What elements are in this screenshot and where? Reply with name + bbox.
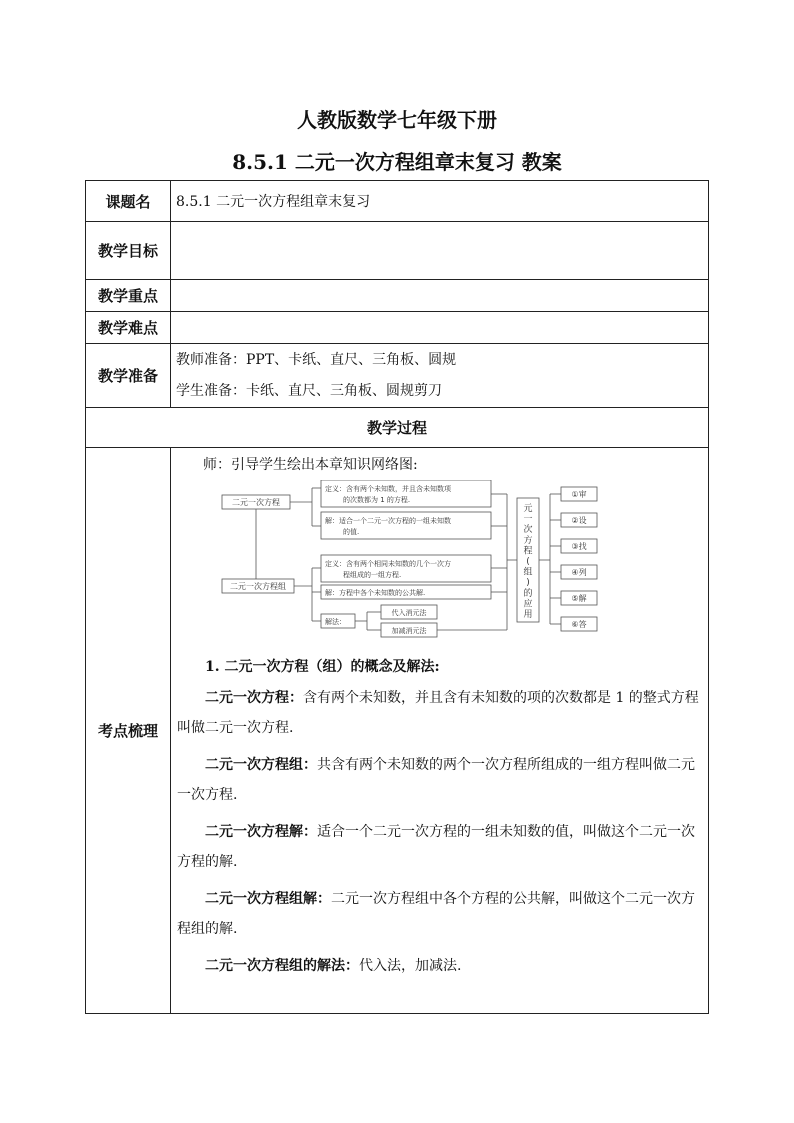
topic-label: 课题名 <box>86 181 171 222</box>
application-char: 方 <box>523 535 533 546</box>
difficulty-value <box>171 312 709 344</box>
row-topic <box>86 181 709 222</box>
definition-equation-line1: 定义：含有两个未知数，并且含未知数项 <box>325 485 451 493</box>
concept-paragraph <box>177 750 700 810</box>
step-label: ②设 <box>571 516 587 525</box>
step-label: ①审 <box>571 490 587 499</box>
row-goal <box>86 222 709 280</box>
node-equation-text: 二元一次方程 <box>232 498 280 507</box>
row-key-points <box>86 280 709 312</box>
concept-paragraph <box>177 951 700 981</box>
step-label: ③找 <box>571 542 587 551</box>
substitution-method-text: 代入消元法 <box>391 609 427 617</box>
goal-label: 教学目标 <box>86 222 171 280</box>
process-heading: 教学过程 <box>86 408 709 448</box>
knowledge-network-diagram <box>217 480 737 640</box>
student-preparation: 学生准备：卡纸、直尺、三角板、圆规剪刀 <box>176 382 442 399</box>
review-label: 考点梳理 <box>86 448 171 1014</box>
row-preparation <box>86 344 709 408</box>
document-subtitle: 8.5.1 二元一次方程组章末复习 教案 <box>232 150 562 174</box>
concept-definition: 共含有两个未知数的两个一次方程所组成的一组方程叫做二元一次方程. <box>177 757 695 803</box>
application-char: 组 <box>523 567 533 578</box>
row-difficulty <box>86 312 709 344</box>
definition-system-line1: 定义：含有两个相同未知数的几个一次方 <box>325 560 451 568</box>
concept-term: 二元一次方程组的解法： <box>205 958 359 974</box>
application-char: ) <box>526 578 530 589</box>
application-char: 次 <box>523 525 533 536</box>
application-char: ( <box>526 557 530 567</box>
application-char: 程 <box>523 546 533 557</box>
concept-definition: 适合一个二元一次方程的一组未知数的值，叫做这个二元一次方程的解. <box>177 824 695 870</box>
node-system-text: 二元一次方程组 <box>230 582 286 591</box>
key-points-label: 教学重点 <box>86 280 171 312</box>
application-char: 元 <box>523 504 533 514</box>
concept-definition: 代入法，加减法. <box>359 958 462 974</box>
concept-term: 二元一次方程解： <box>205 824 317 840</box>
concept-definition: 二元一次方程组中各个方程的公共解，叫做这个二元一次方程组的解. <box>177 891 695 937</box>
concept-definition: 含有两个未知数，并且含有未知数的项的次数都是 1 的整式方程叫做二元一次方程. <box>177 690 699 736</box>
review-content <box>171 448 709 1014</box>
teacher-preparation: 教师准备：PPT、卡纸、直尺、三角板、圆规 <box>176 351 457 368</box>
concept-paragraph <box>177 683 700 743</box>
definition-equation-line2: 的次数都为 1 的方程. <box>343 496 411 504</box>
row-review <box>86 448 709 1014</box>
step-labels <box>571 489 586 629</box>
row-process-header <box>86 408 709 448</box>
goal-value <box>171 222 709 280</box>
concept-paragraphs <box>171 683 708 981</box>
topic-value: 8.5.1 二元一次方程组章末复习 <box>171 181 709 222</box>
concept-term: 二元一次方程组： <box>205 757 317 773</box>
lesson-plan-table <box>85 180 709 1014</box>
concept-term: 二元一次方程组解： <box>205 891 331 907</box>
application-label <box>523 503 532 620</box>
application-char: 一 <box>523 514 533 525</box>
document-title: 人教版数学七年级下册 <box>297 108 497 132</box>
preparation-label: 教学准备 <box>86 344 171 408</box>
solution-equation-line1: 解：适合一个二元一次方程的一组未知数 <box>325 517 451 525</box>
solution-system-text: 解：方程中各个未知数的公共解. <box>325 589 426 597</box>
diagram-intro: 师：引导学生绘出本章知识网络图: <box>203 457 418 473</box>
definition-system-line2: 程组成的一组方程. <box>343 571 402 579</box>
application-char: 用 <box>523 610 533 620</box>
step-label: ⑥答 <box>571 620 587 629</box>
key-points-value <box>171 280 709 312</box>
concept-paragraph <box>177 817 700 877</box>
solution-equation-line2: 的值. <box>343 528 360 536</box>
step-label: ⑤解 <box>571 594 587 603</box>
section-title: 1. 二元一次方程（组）的概念及解法: <box>205 659 440 675</box>
application-char: 应 <box>523 599 533 610</box>
step-label: ④列 <box>571 568 587 577</box>
difficulty-label: 教学难点 <box>86 312 171 344</box>
methods-text: 解法： <box>325 618 346 626</box>
preparation-value <box>171 344 709 408</box>
application-char: 的 <box>523 588 533 599</box>
concept-paragraph <box>177 884 700 944</box>
concept-term: 二元一次方程： <box>205 690 303 706</box>
elimination-method-text: 加减消元法 <box>391 627 427 635</box>
